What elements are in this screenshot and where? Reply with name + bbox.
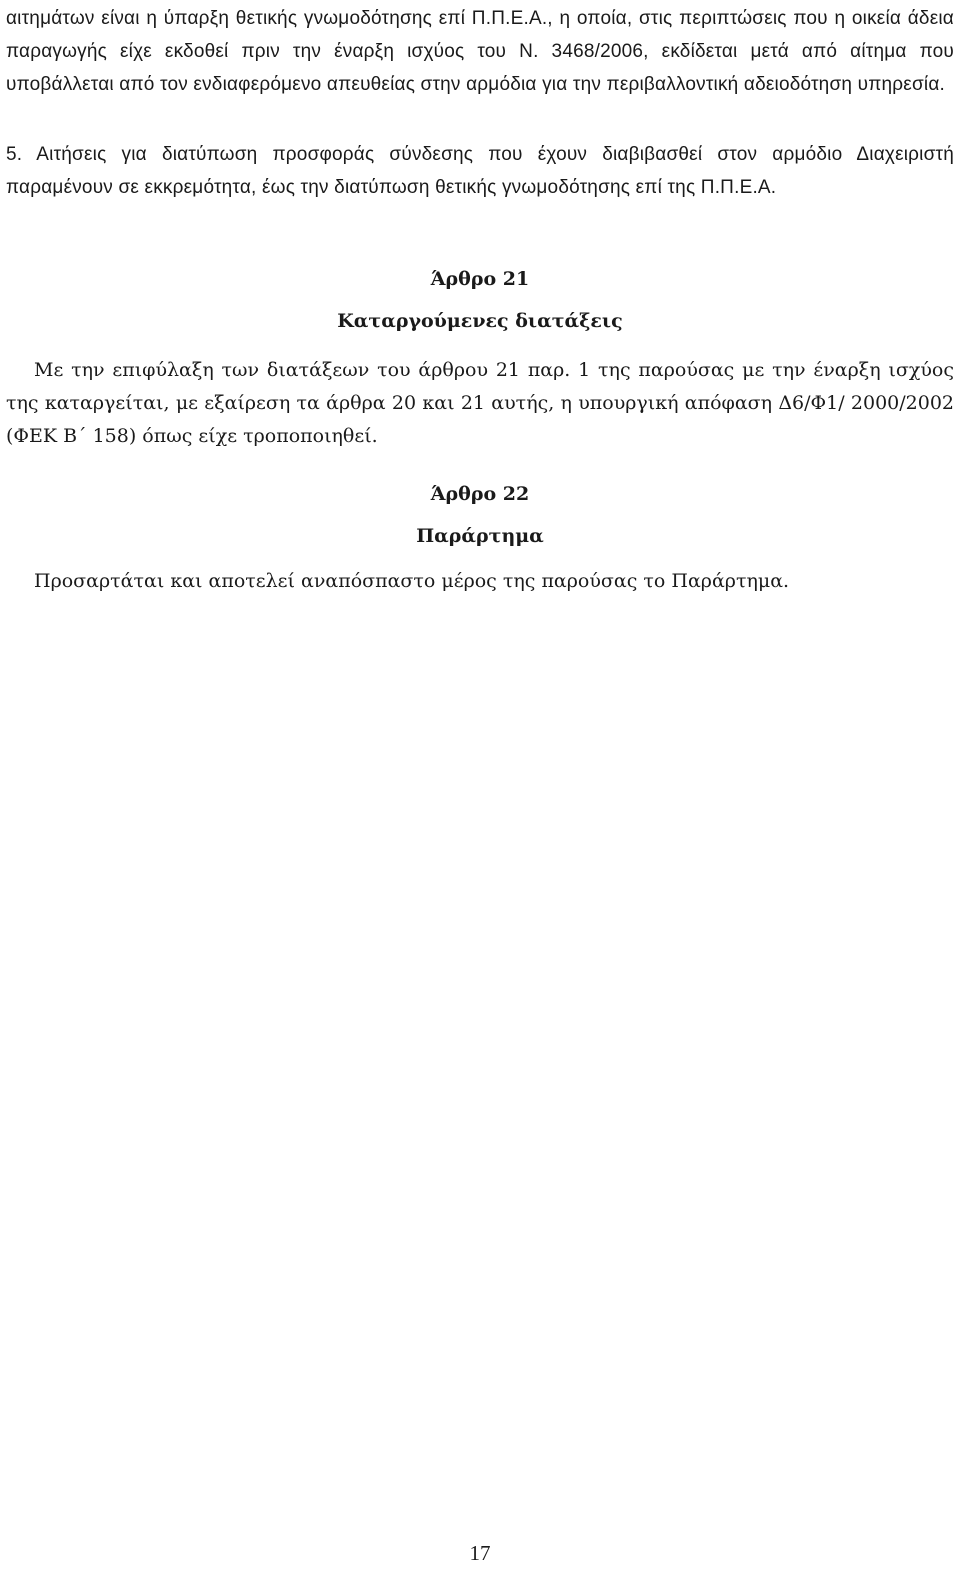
page-number: 17 bbox=[469, 1541, 491, 1565]
article-21-title: Καταργούμενες διατάξεις bbox=[337, 310, 623, 332]
article-22-body: Προσαρτάται και αποτελεί αναπόσπαστο μέρος της παρούσας το Παράρτημα. bbox=[34, 570, 790, 592]
article-21-heading: Άρθρο 21 bbox=[430, 268, 530, 290]
article-21-body: Με την επιφύλαξη των διατάξεων του άρθρου 21 παρ. 1 της παρούσας με την έναρξη ισχύος της καταργείται, με εξαίρεση τα άρθρα 20 και 21 αυτής, η υπουργική απόφαση Δ6/Φ1/ 2000/2002 (ΦΕΚ Β΄ 158) όπως είχε τροποποιηθεί. bbox=[6, 359, 954, 447]
continuation-paragraph: αιτημάτων είναι η ύπαρξη θετικής γνωμοδότησης επί Π.Π.Ε.Α., η οποία, στις περιπτώσεις που η οικεία άδεια παραγωγής είχε εκδοθεί πριν την έναρξη ισχύος του Ν. 3468/2006, εκδίδεται μετά από αίτημα που υποβάλλεται από τον ενδιαφερόμενο απευθείας στην αρμόδια για την περιβαλλοντική αδειοδότηση υπηρεσία. bbox=[6, 8, 954, 95]
paragraph-5: 5. Αιτήσεις για διατύπωση προσφοράς σύνδεσης που έχουν διαβιβασθεί στον αρμόδιο Διαχειριστή παραμένουν σε εκκρεμότητα, έως την διατύπωση θετικής γνωμοδότησης επί της Π.Π.Ε.Α. bbox=[6, 144, 954, 198]
article-22-heading: Άρθρο 22 bbox=[430, 483, 530, 505]
article-22-title: Παράρτημα bbox=[416, 525, 544, 547]
